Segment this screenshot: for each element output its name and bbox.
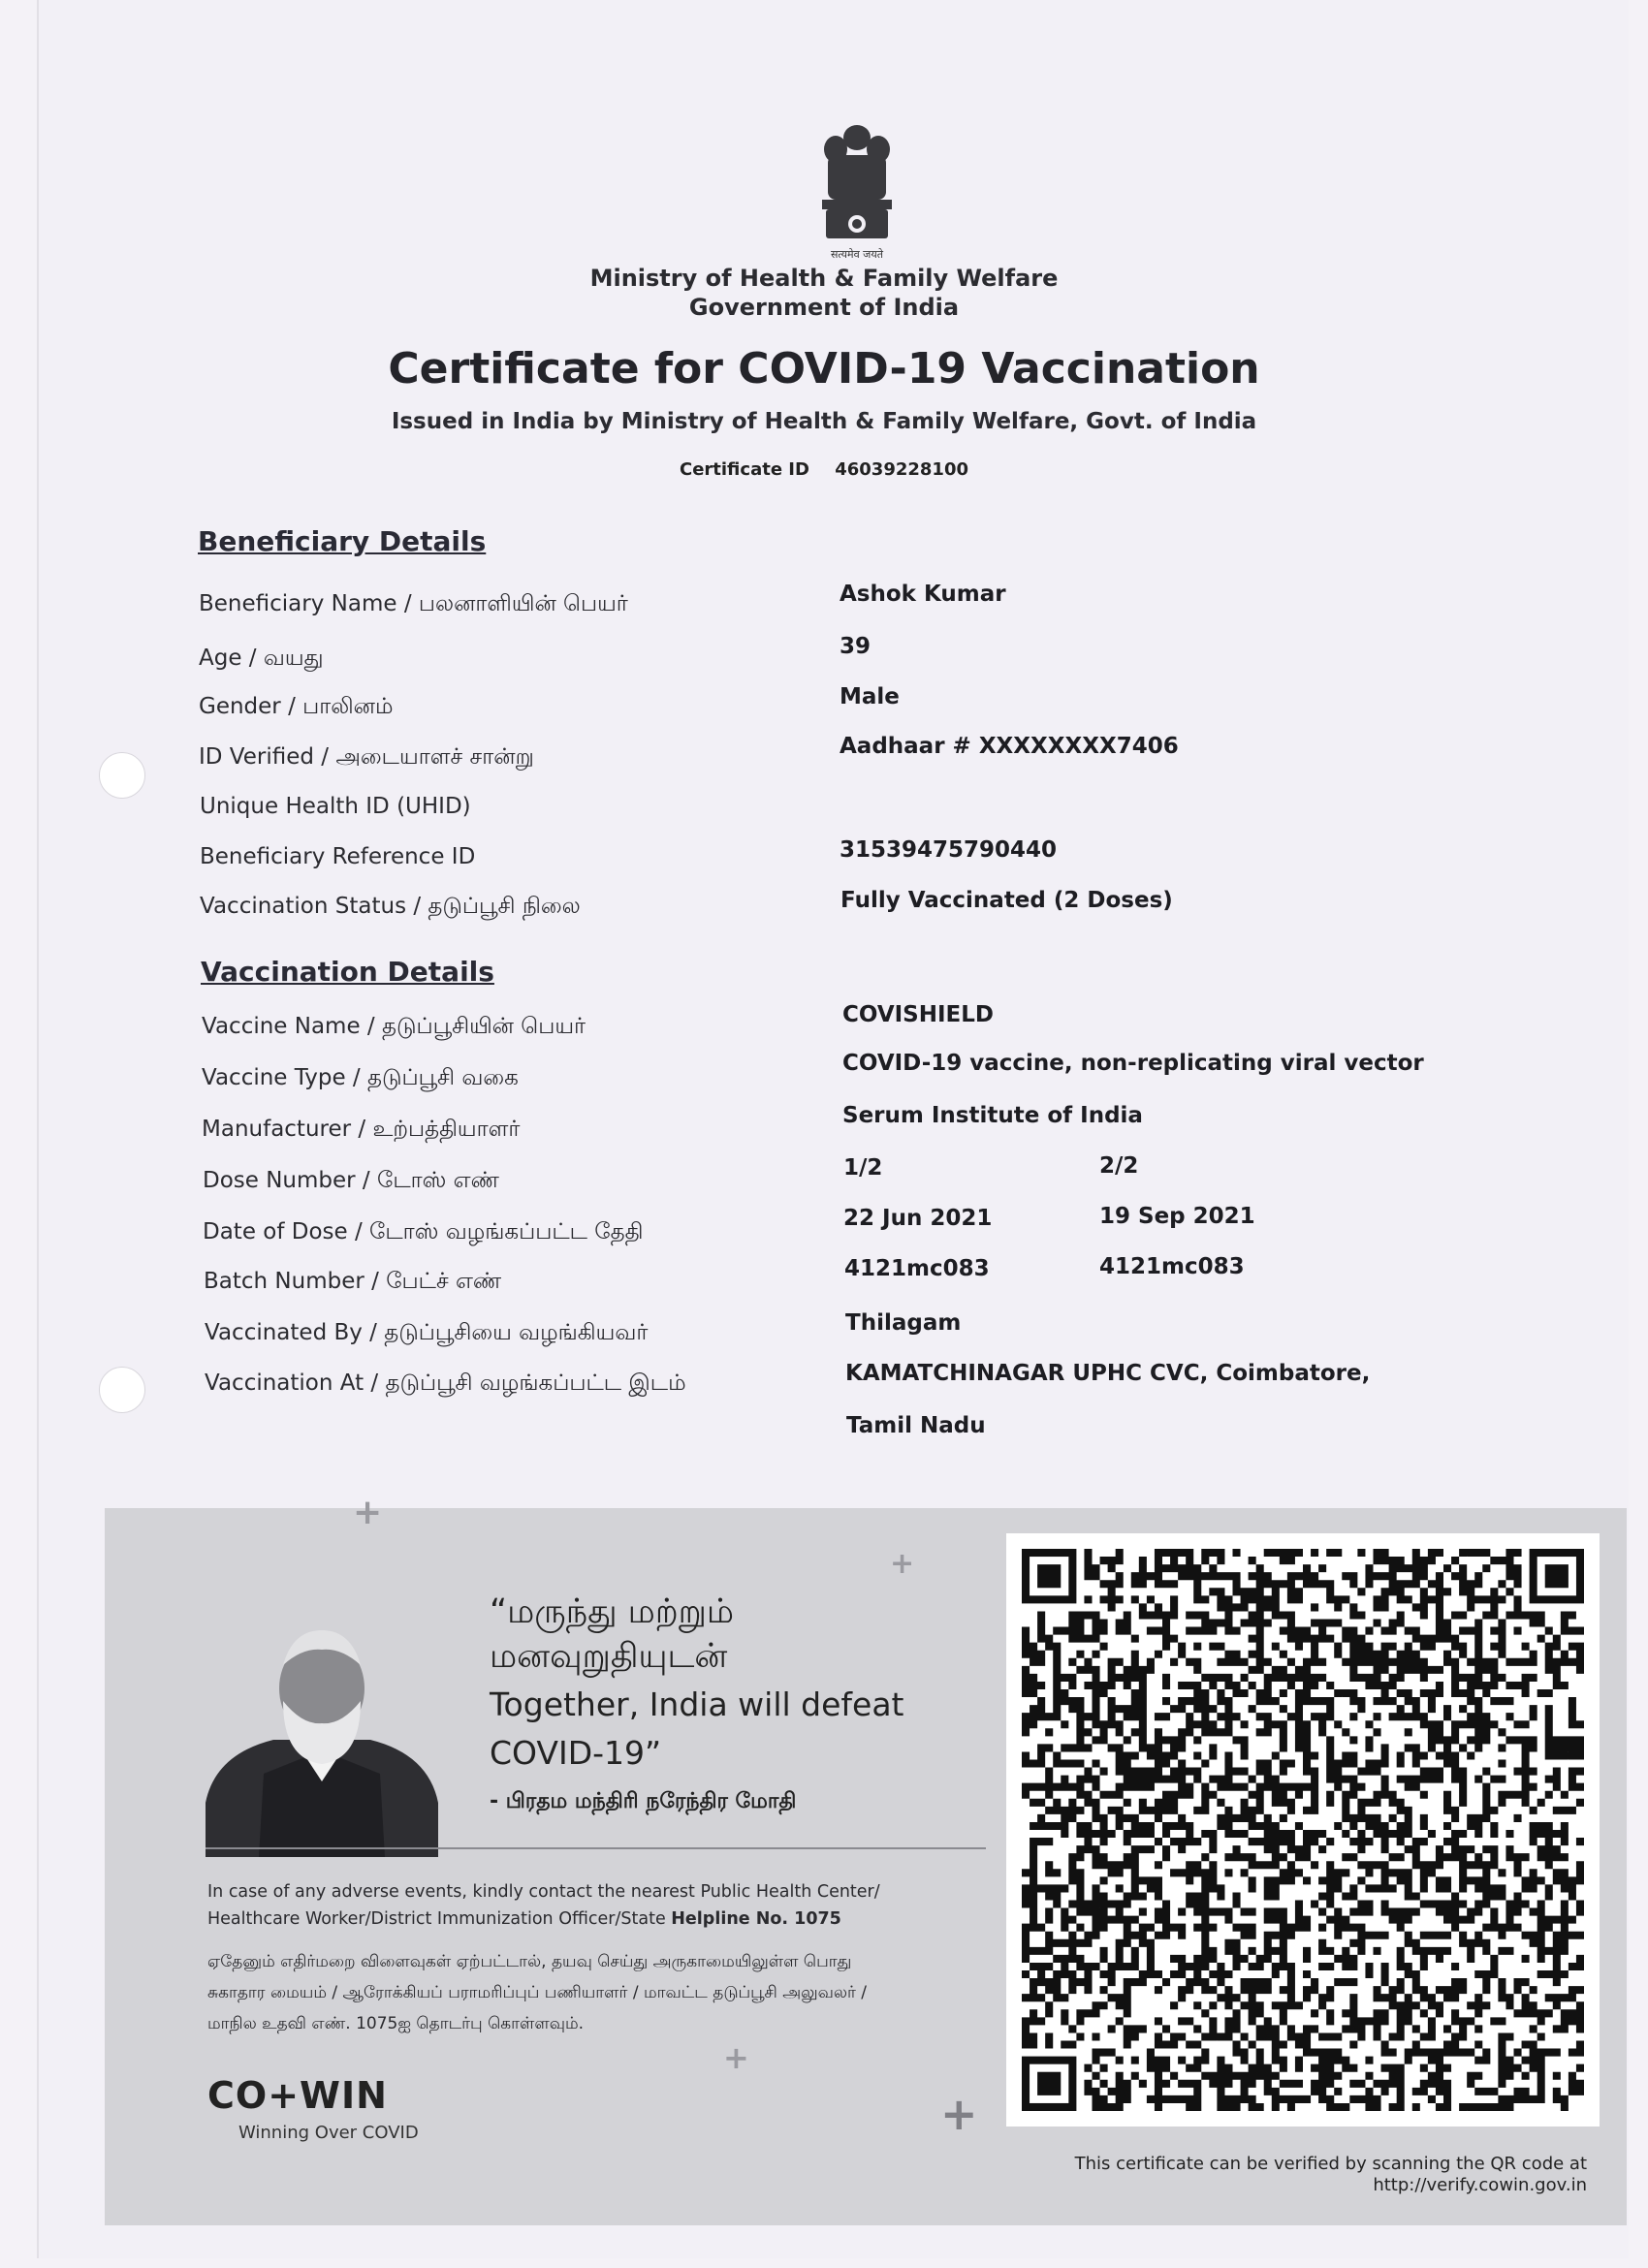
vaccination-status-value: Fully Vaccinated (2 Doses) — [840, 888, 1173, 913]
plus-decoration-icon: + — [353, 1493, 383, 1532]
adverse-line: சுகாதார மையம் / ஆரோக்கியப் பராமரிப்புப் பணியாளர் / மாவட்ட தடுப்பூசி அலுவலர் / — [207, 1983, 868, 2002]
manufacturer-label: Manufacturer / உற்பத்தியாளர் — [202, 1117, 521, 1142]
adverse-events-english — [207, 1878, 983, 1933]
vaccine-name-label: Vaccine Name / தடுப்பூசியின் பெயர் — [202, 1014, 586, 1039]
dose-number-1: 1/2 — [843, 1155, 883, 1181]
date-of-dose-label: Date of Dose / டோஸ் வழங்கப்பட்ட தேதி — [203, 1219, 644, 1244]
age-value: 39 — [840, 634, 872, 659]
quote-line: Together, India will defeat — [490, 1685, 904, 1723]
helpline-number: Helpline No. 1075 — [671, 1909, 841, 1929]
ministry-line: Ministry of Health & Family Welfare — [589, 265, 1059, 292]
emblem-motto: सत्यमेव जयते — [830, 248, 884, 261]
vaccine-type-value: COVID-19 vaccine, non-replicating viral vector — [842, 1051, 1424, 1076]
beneficiary-heading: Beneficiary Details — [198, 525, 487, 557]
issued-by: Issued in India by Ministry of Health & Family Welfare, Govt. of India — [391, 409, 1257, 434]
verify-line: This certificate can be verified by scanning the QR code at — [1074, 2154, 1587, 2174]
adverse-line-text: Healthcare Worker/District Immunization Officer/State — [207, 1909, 672, 1929]
qr-finder-pattern — [1530, 1549, 1584, 1603]
quote-attribution: - பிரதம மந்திரி நரேந்திர மோதி — [490, 1789, 797, 1813]
divider — [206, 1847, 986, 1849]
vaccinated-at-label: Vaccination At / தடுப்பூசி வழங்கப்பட்ட இடம் — [205, 1370, 686, 1396]
adverse-line: In case of any adverse events, kindly contact the nearest Public Health Center/ — [207, 1882, 880, 1902]
portrait-image — [206, 1609, 438, 1857]
cowin-logo: CO+WIN — [207, 2074, 388, 2117]
adverse-line — [207, 1906, 983, 1933]
vaccination-status-label: Vaccination Status / தடுப்பூசி நிலை — [200, 894, 581, 919]
date-of-dose-1: 22 Jun 2021 — [843, 1206, 993, 1231]
vaccinated-by-label: Vaccinated By / தடுப்பூசியை வழங்கியவர் — [205, 1320, 649, 1345]
uhid-label: Unique Health ID (UHID) — [200, 794, 471, 819]
date-of-dose-2: 19 Sep 2021 — [1099, 1204, 1255, 1229]
plus-decoration-icon: + — [723, 2039, 749, 2076]
adverse-line: மாநில உதவி எண். 1075ஐ தொடர்பு கொள்ளவும். — [207, 2014, 585, 2033]
punch-hole-top — [99, 752, 145, 799]
pm-quote — [490, 1590, 904, 1776]
plus-decoration-icon: + — [940, 2088, 978, 2140]
quote-line: “மருந்து மற்றும் — [490, 1592, 735, 1631]
vaccinated-at-line2: Tamil Nadu — [846, 1413, 986, 1438]
quote-line: மனவுறுதியுடன் — [490, 1637, 728, 1676]
plus-decoration-icon: + — [890, 1547, 915, 1581]
batch-number-1: 4121mc083 — [844, 1256, 990, 1281]
quote-line: COVID-19” — [490, 1734, 662, 1772]
government-line: Government of India — [688, 294, 960, 321]
cowin-tagline: Winning Over COVID — [238, 2123, 419, 2143]
gender-value: Male — [840, 684, 900, 709]
beneficiary-reference-value: 31539475790440 — [840, 837, 1058, 863]
dose-number-label: Dose Number / டோஸ் எண் — [203, 1168, 499, 1193]
verify-note — [908, 2154, 1587, 2196]
beneficiary-name-value: Ashok Kumar — [840, 582, 1006, 607]
vaccinated-at-line1: KAMATCHINAGAR UPHC CVC, Coimbatore, — [845, 1361, 1371, 1386]
beneficiary-name-label: Beneficiary Name / பலனாளியின் பெயர் — [199, 591, 628, 616]
vaccine-name-value: COVISHIELD — [842, 1002, 995, 1027]
punch-hole-bottom — [99, 1367, 145, 1413]
dose-number-2: 2/2 — [1099, 1153, 1139, 1179]
batch-number-label: Batch Number / பேட்ச் எண் — [204, 1269, 502, 1294]
ministry-name — [0, 264, 1648, 322]
adverse-events-tamil — [207, 1946, 983, 2039]
verify-url: http://verify.cowin.gov.in — [1373, 2175, 1587, 2195]
vaccine-type-label: Vaccine Type / தடுப்பூசி வகை — [202, 1065, 519, 1090]
qr-code — [1022, 1549, 1584, 2111]
gender-label: Gender / பாலினம் — [199, 694, 394, 719]
certificate-id — [0, 459, 1648, 480]
qr-finder-pattern — [1022, 2057, 1076, 2111]
beneficiary-reference-label: Beneficiary Reference ID — [200, 844, 476, 869]
certificate-title: Certificate for COVID-19 Vaccination — [388, 344, 1260, 394]
id-verified-label: ID Verified / அடையாளச் சான்று — [199, 744, 534, 770]
age-label: Age / வயது — [199, 646, 324, 671]
qr-finder-pattern — [1022, 1549, 1076, 1603]
certificate-id-value: 46039228100 — [835, 459, 968, 480]
adverse-line: ஏதேனும் எதிர்மறை விளைவுகள் ஏற்பட்டால், தயவு செய்து அருகாமையிலுள்ள பொது — [207, 1952, 852, 1971]
manufacturer-value: Serum Institute of India — [842, 1103, 1143, 1128]
id-verified-value: Aadhaar # XXXXXXXX7406 — [840, 734, 1179, 759]
vaccination-heading: Vaccination Details — [201, 956, 494, 988]
certificate-id-label: Certificate ID — [679, 459, 809, 480]
national-emblem-icon — [812, 116, 902, 262]
batch-number-2: 4121mc083 — [1099, 1254, 1245, 1279]
vaccinated-by-value: Thilagam — [845, 1310, 962, 1336]
